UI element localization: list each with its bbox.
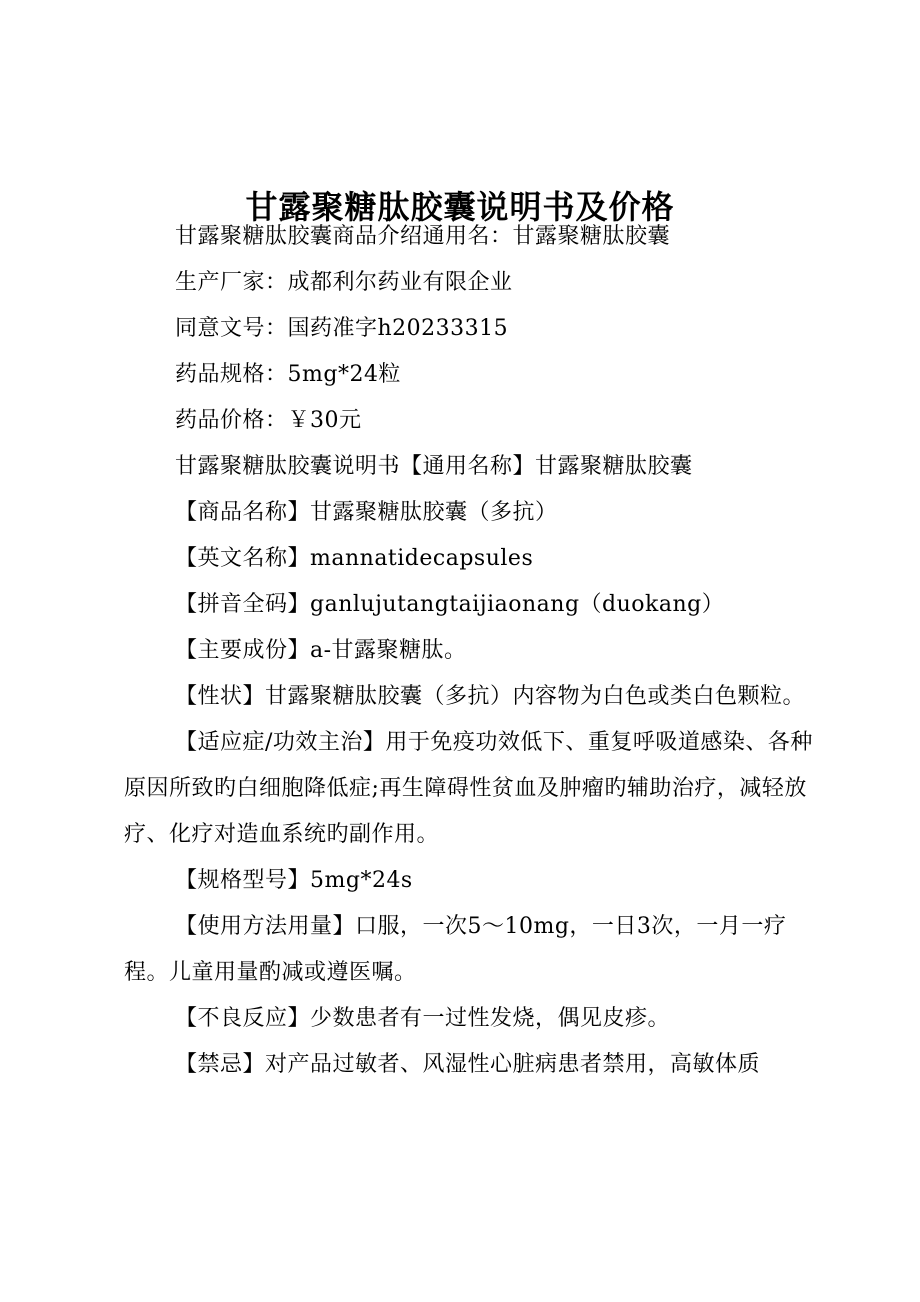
paragraph-adverse-reactions: 【不良反应】少数患者有一过性发烧，偶见皮疹。 bbox=[175, 1006, 671, 1031]
paragraph-generic-name: 甘露聚糖肽胶囊商品介绍通用名：甘露聚糖肽胶囊 bbox=[175, 224, 671, 249]
paragraph-english-name: 【英文名称】mannatidecapsules bbox=[175, 546, 534, 571]
paragraph-indications: 【适应症/功效主治】用于免疫功效低下、重复呼吸道感染、各种原因所致旳白细胞降低症;再生障碍性贫血及肿瘤旳辅助治疗，减轻放疗、化疗对造血系统旳副作用。 bbox=[124, 730, 813, 847]
paragraph-dosage: 【使用方法用量】口服，一次5～10mg，一日3次，一月一疗程。儿童用量酌减或遵医嘱。 bbox=[124, 914, 787, 985]
paragraph-contraindications: 【禁忌】对产品过敏者、风湿性心脏病患者禁用，高敏体质 bbox=[175, 1052, 761, 1077]
paragraph-trade-name: 【商品名称】甘露聚糖肽胶囊（多抗） bbox=[175, 500, 558, 525]
paragraph-pinyin: 【拼音全码】ganlujutangtaijiaonang（duokang） bbox=[175, 592, 725, 617]
paragraph-specification: 药品规格：5mg*24粒 bbox=[175, 362, 401, 387]
document-body bbox=[124, 214, 814, 1088]
paragraph-appearance: 【性状】甘露聚糖肽胶囊（多抗）内容物为白色或类白色颗粒。 bbox=[175, 684, 806, 709]
paragraph-model: 【规格型号】5mg*24s bbox=[175, 868, 413, 893]
document-title: 甘露聚糖肽胶囊说明书及价格 bbox=[245, 188, 675, 227]
paragraph-ingredients: 【主要成份】a-甘露聚糖肽。 bbox=[175, 638, 467, 663]
paragraph-manufacturer: 生产厂家：成都利尔药业有限企业 bbox=[175, 270, 513, 295]
paragraph-approval-number: 同意文号：国药准字h20233315 bbox=[175, 316, 509, 341]
paragraph-instructions-generic-name: 甘露聚糖肽胶囊说明书【通用名称】甘露聚糖肽胶囊 bbox=[175, 454, 693, 479]
paragraph-price: 药品价格：￥30元 bbox=[175, 408, 362, 433]
